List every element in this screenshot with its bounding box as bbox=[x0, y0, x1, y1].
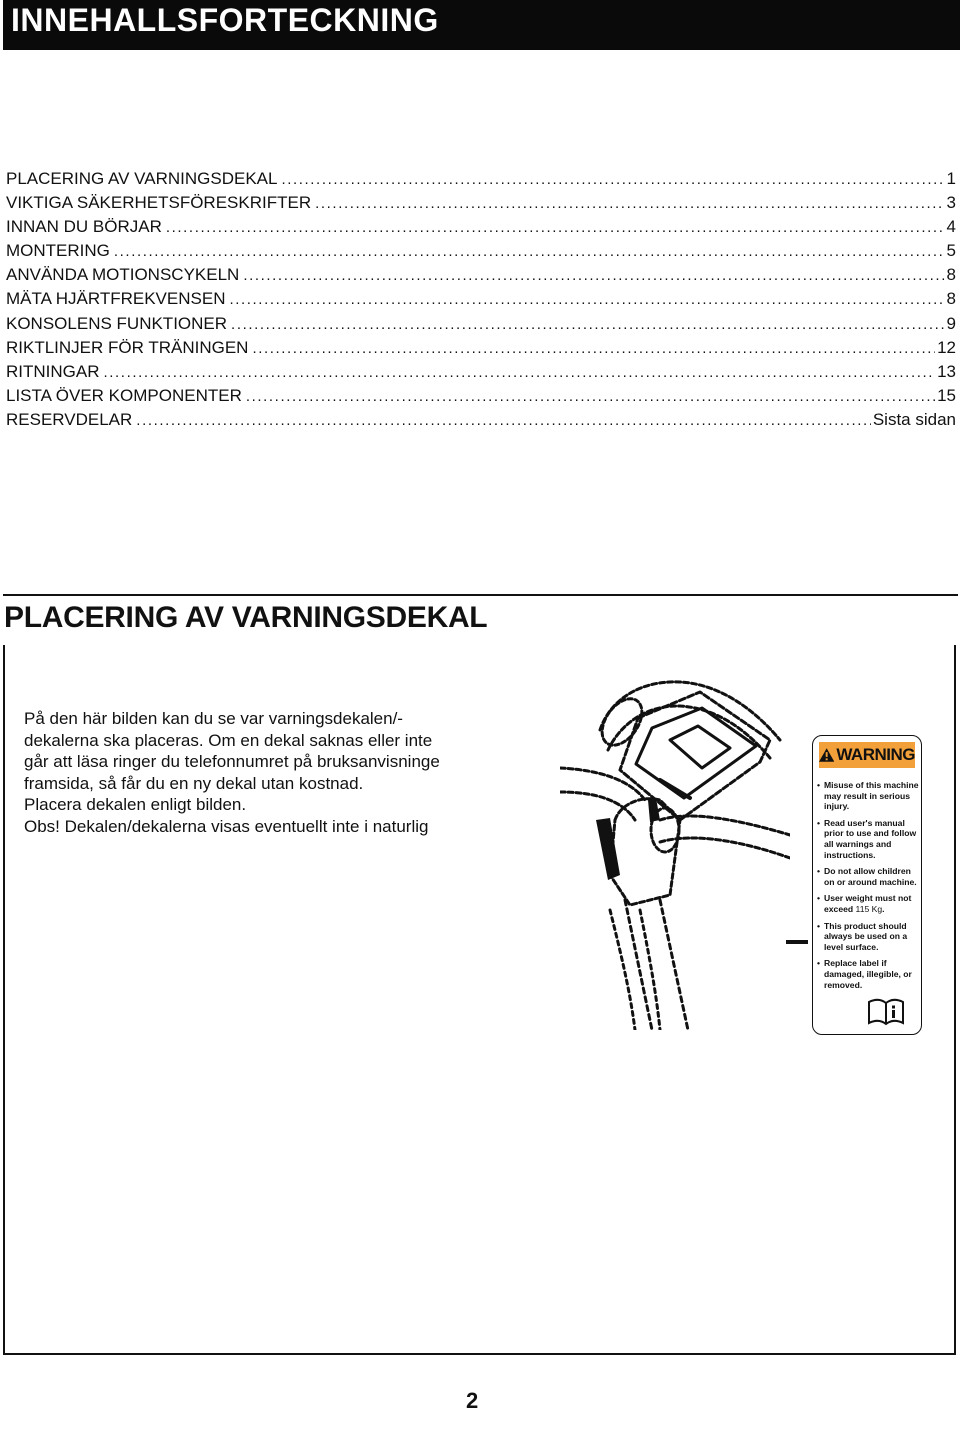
manual-info-icon bbox=[867, 998, 905, 1026]
exercise-bike-console-illustration bbox=[560, 670, 790, 1030]
decal-pointer-line bbox=[786, 940, 808, 944]
page-title: INNEHALLSFORTECKNING bbox=[11, 2, 439, 38]
toc-entry[interactable] bbox=[6, 384, 956, 408]
warning-list bbox=[817, 780, 919, 996]
toc-leader-dots bbox=[104, 361, 936, 384]
toc-entry-title: RESERVDELAR bbox=[6, 409, 133, 429]
toc-entry-title: MÄTA HJÄRTFREKVENSEN bbox=[6, 289, 226, 309]
toc-entry[interactable] bbox=[6, 408, 956, 432]
warning-heading: WARNING bbox=[836, 745, 915, 764]
toc-entry-title: RIKTLINJER FÖR TRÄNINGEN bbox=[6, 337, 249, 357]
instruction-line: Obs! Dekalen/dekalerna visas eventuellt inte i naturlig bbox=[24, 816, 429, 836]
section-heading: PLACERING AV VARNINGSDEKAL bbox=[4, 601, 488, 634]
page-number: 2 bbox=[466, 1388, 479, 1413]
toc-entry[interactable] bbox=[6, 239, 956, 263]
section-divider bbox=[3, 594, 958, 596]
warning-item: • Read user's manual prior to use and follow all warnings and instructions. bbox=[817, 818, 919, 860]
toc-entry-page: 15 bbox=[937, 385, 956, 405]
toc-leader-dots bbox=[281, 168, 944, 191]
warning-header bbox=[819, 742, 915, 768]
toc-entry[interactable] bbox=[6, 287, 956, 311]
weight-limit-value: 115 Kg bbox=[855, 903, 883, 914]
table-of-contents bbox=[6, 167, 956, 432]
toc-entry-page: 4 bbox=[946, 217, 956, 237]
instruction-line: går att läsa ringer du telefonnumret på bruksanvisninge bbox=[24, 752, 440, 771]
warning-item-weight: • User weight must not exceed 115 Kg. bbox=[817, 893, 919, 914]
toc-entry[interactable] bbox=[6, 215, 956, 239]
toc-entry-page: 1 bbox=[946, 169, 956, 188]
instruction-line: På den här bilden kan du se var varningsdekalen/- bbox=[24, 709, 403, 728]
toc-entry[interactable] bbox=[6, 191, 956, 215]
toc-entry-title: RITNINGAR bbox=[6, 361, 100, 381]
instruction-line: framsida, så får du en ny dekal utan kostnad. bbox=[24, 773, 364, 793]
warning-item-text: User weight must not exceed bbox=[824, 893, 912, 914]
toc-leader-dots bbox=[229, 288, 944, 311]
toc-leader-dots bbox=[246, 385, 935, 408]
toc-entry-title: PLACERING AV VARNINGSDEKAL bbox=[6, 169, 278, 188]
toc-entry[interactable] bbox=[6, 167, 956, 191]
toc-entry[interactable] bbox=[6, 312, 956, 336]
toc-entry-title: ANVÄNDA MOTIONSCYKELN bbox=[6, 265, 240, 285]
toc-entry[interactable] bbox=[6, 360, 956, 384]
toc-entry-page: 5 bbox=[946, 241, 956, 261]
warning-item: • Replace label if damaged, illegible, or removed. bbox=[817, 958, 919, 990]
toc-entry-title: KONSOLENS FUNKTIONER bbox=[6, 313, 228, 333]
warning-decal bbox=[812, 735, 922, 1035]
toc-entry[interactable] bbox=[6, 263, 956, 287]
header-bar bbox=[3, 0, 960, 50]
toc-leader-dots bbox=[166, 216, 945, 239]
toc-entry-page: 3 bbox=[946, 193, 956, 213]
warning-item: • Do not allow children on or around machine. bbox=[817, 866, 919, 887]
toc-entry-title: INNAN DU BÖRJAR bbox=[6, 217, 162, 237]
toc-leader-dots bbox=[252, 337, 935, 360]
toc-entry-title: VIKTIGA SÄKERHETSFÖRESKRIFTER bbox=[6, 193, 312, 213]
toc-entry[interactable] bbox=[6, 336, 956, 360]
toc-leader-dots bbox=[136, 409, 871, 432]
decal-instructions bbox=[24, 708, 498, 837]
toc-entry-page: 9 bbox=[946, 313, 956, 333]
toc-entry-title: MONTERING bbox=[6, 241, 110, 261]
toc-leader-dots bbox=[231, 313, 944, 336]
toc-entry-page: 8 bbox=[946, 289, 956, 309]
instruction-line: dekalerna ska placeras. Om en dekal saknas eller inte bbox=[24, 730, 433, 750]
toc-leader-dots bbox=[114, 240, 945, 263]
warning-item: • Misuse of this machine may result in serious injury. bbox=[817, 780, 919, 812]
warning-triangle-icon bbox=[819, 748, 834, 762]
toc-entry-page: Sista sidan bbox=[872, 409, 956, 429]
toc-entry-page: 13 bbox=[937, 361, 956, 381]
toc-leader-dots bbox=[315, 192, 944, 215]
toc-entry-title: LISTA ÖVER KOMPONENTER bbox=[6, 385, 242, 405]
warning-item: • This product should always be used on a level surface. bbox=[817, 921, 919, 953]
toc-leader-dots bbox=[243, 264, 944, 287]
toc-entry-page: 8 bbox=[946, 265, 956, 285]
toc-entry-page: 12 bbox=[937, 337, 956, 357]
instruction-line: Placera dekalen enligt bilden. bbox=[24, 795, 247, 814]
